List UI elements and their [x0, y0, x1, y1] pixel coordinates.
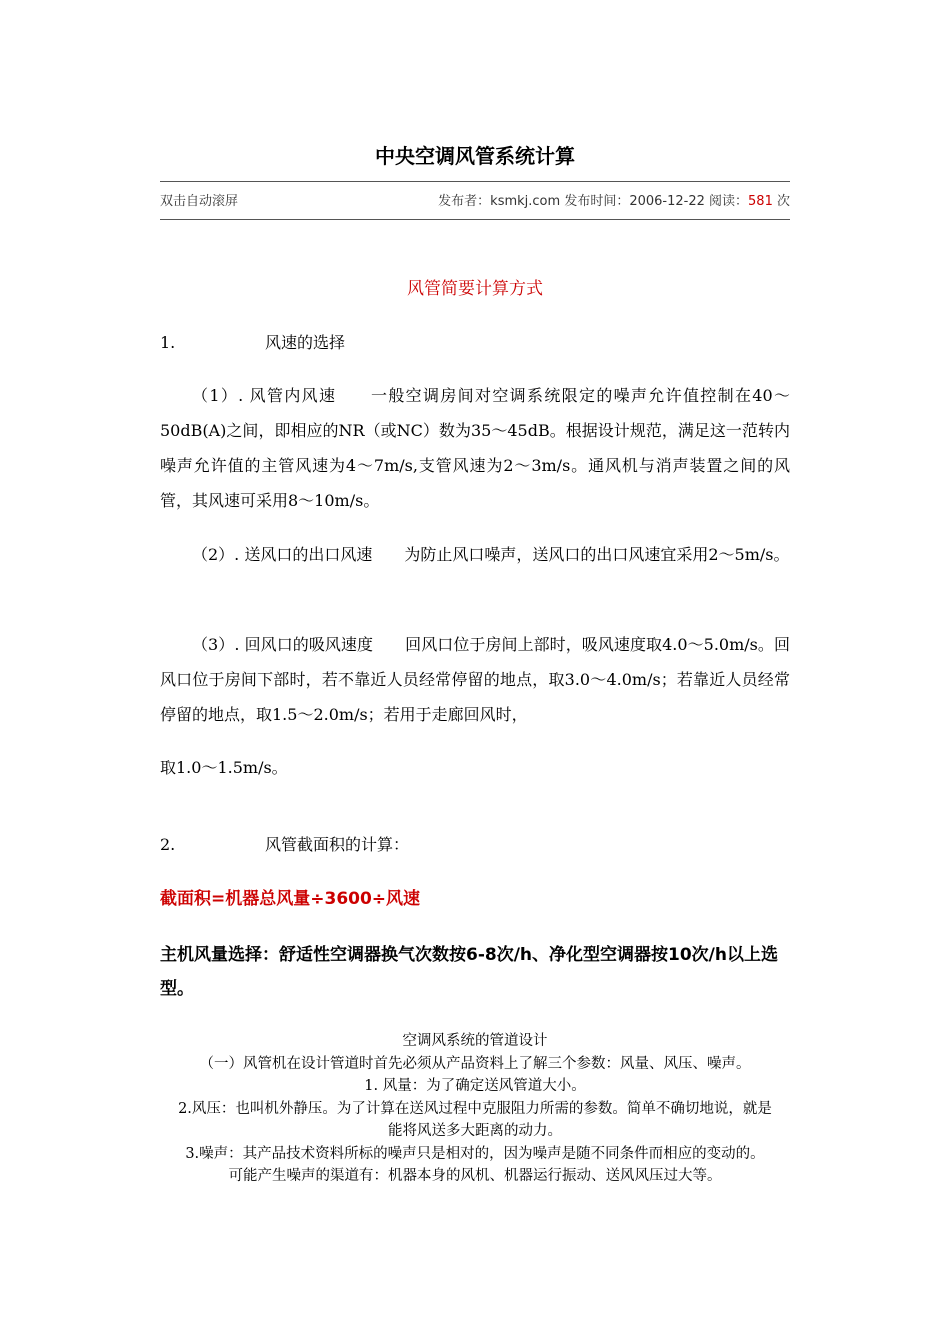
duct-design-section — [135, 1030, 815, 1188]
auto-scroll-link[interactable]: 双击自动滚屏 — [160, 194, 239, 209]
publish-info — [438, 190, 790, 209]
publish-date: 2006-12-22 — [629, 194, 705, 209]
paragraph-text: （3）. 回风口的吸风速度 回风口位于房间上部时，吸风速度取4.0～5.0m/s。回风口位于房间下部时，若不靠近人员经常停留的地点，取3.0～4.0m/s；若靠近人员经常停留的地点，取1.5～2.0m/s；若用于走廊回风时， — [160, 635, 790, 724]
section1-paragraph-3 — [160, 627, 790, 732]
time-label: 发布时间： — [560, 194, 630, 209]
host-selection-note: 主机风量选择：舒适性空调器换气次数按6-8次/h、净化型空调器按10次/h以上选型。 — [160, 945, 778, 999]
section1-paragraph-2 — [160, 537, 790, 572]
page-title: 中央空调风管系统计算 — [375, 144, 575, 168]
design-title: 空调风系统的管道设计 — [402, 1033, 548, 1049]
section1-heading — [160, 330, 345, 353]
read-unit: 次 — [772, 194, 790, 209]
read-count: 581 — [748, 194, 773, 209]
header-rule-bottom — [160, 219, 790, 220]
section2-heading — [160, 832, 409, 855]
publisher: ksmkj.com — [490, 194, 561, 209]
section1-paragraph-1 — [160, 378, 790, 518]
paragraph-text: （2）. 送风口的出口风速 为防止风口噪声，送风口的出口风速宜采用2～5m/s。 — [192, 545, 790, 564]
formula: 截面积=机器总风量÷3600÷风速 — [160, 889, 421, 909]
design-line: 3.噪声：其产品技术资料所标的噪声只是相对的，因为噪声是随不同条件而相应的变动的。 — [185, 1145, 765, 1162]
design-line: 可能产生噪声的渠道有：机器本身的风机、机器运行振动、送风风压过大等。 — [228, 1168, 722, 1184]
design-line: （一）风管机在设计管道时首先必须从产品资料上了解三个参数：风量、风压、噪声。 — [199, 1055, 751, 1072]
section2-number: 2. — [160, 835, 176, 854]
section-subtitle: 风管简要计算方式 — [407, 279, 543, 299]
section1-paragraph-3-end — [160, 750, 790, 785]
header-rule-top — [160, 181, 790, 182]
design-line: 2.风压：也叫机外静压。为了计算在送风过程中克服阻力所需的参数。简单不确切地说，就是 — [178, 1100, 772, 1117]
read-label: 阅读： — [704, 194, 749, 209]
publisher-label: 发布者： — [438, 194, 491, 209]
design-line: 1. 风量：为了确定送风管道大小。 — [364, 1078, 586, 1094]
paragraph-text: （1）. 风管内风速 一般空调房间对空调系统限定的噪声允许值控制在40～50dB(A)之间，即相应的NR（或NC）数为35～45dB。根据设计规范，满足这一范转内噪声允许值的主管风速为4～7m/s,支管风速为2～3m/s。通风机与消声装置之间的风管，其风速可采用8～10m/s。 — [160, 386, 790, 510]
article-meta — [160, 190, 790, 210]
section1-number: 1. — [160, 333, 176, 352]
section2-title: 风管截面积的计算： — [265, 835, 410, 854]
paragraph-text: 取1.0～1.5m/s。 — [160, 758, 288, 777]
section1-title: 风速的选择 — [265, 333, 346, 352]
design-line: 能将风送多大距离的动力。 — [388, 1123, 562, 1139]
